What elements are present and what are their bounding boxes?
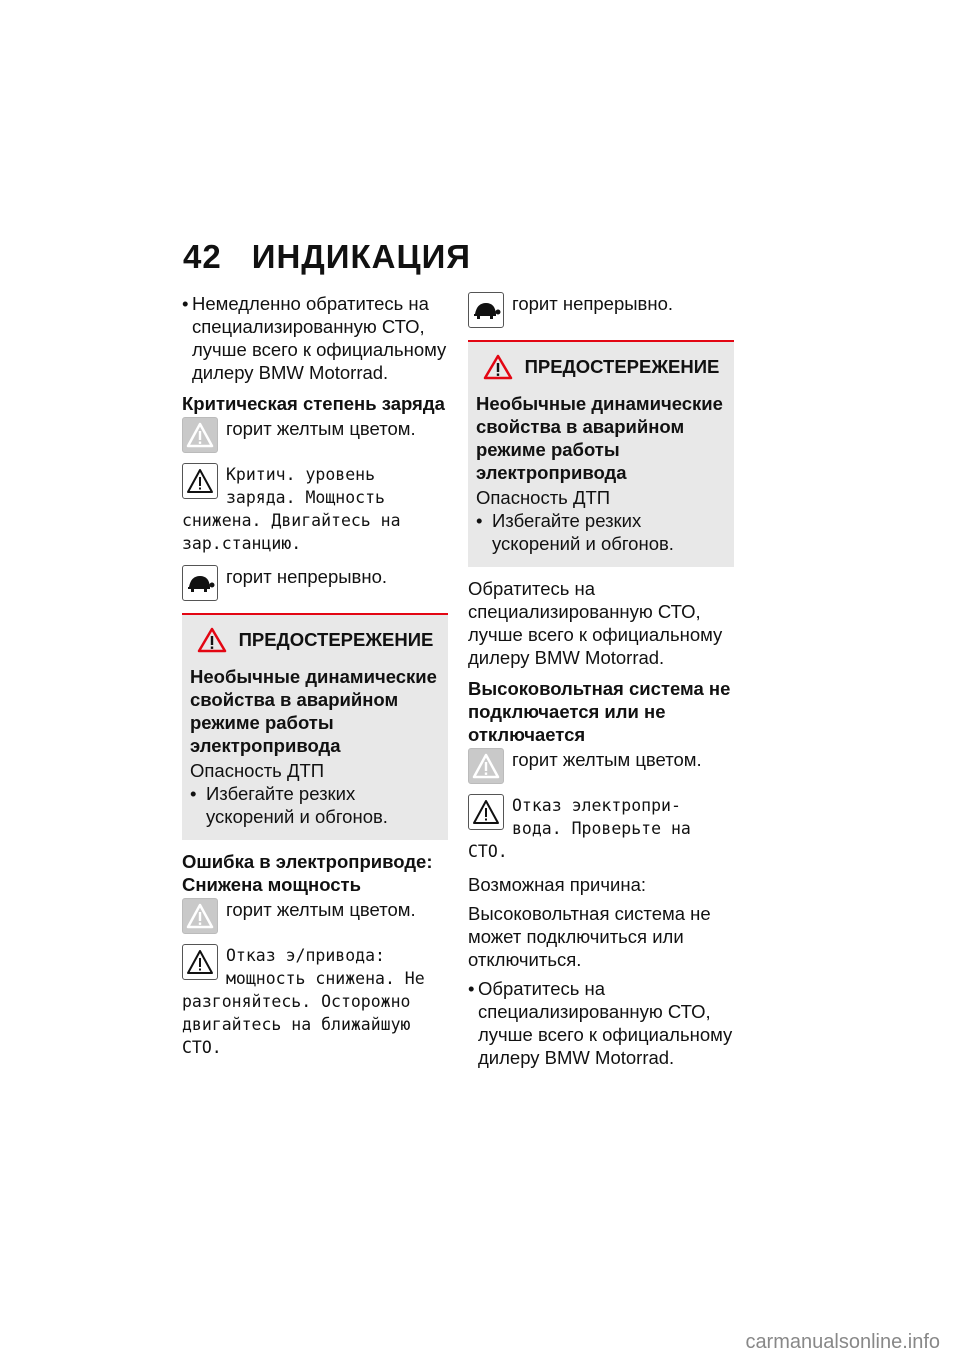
- cause-text: Высоковольтная система не может подключиться или отключиться.: [468, 903, 711, 970]
- turtle-icon: [468, 292, 504, 328]
- page-header: [183, 238, 471, 276]
- indicator-row: горит непрерывно.: [182, 565, 448, 601]
- watermark-link[interactable]: carmanualsonline.info: [745, 1331, 940, 1353]
- section-heading: Высоковольтная система не подключается или не отключается: [468, 678, 731, 745]
- warning-title: ПРЕДОСТЕРЕЖЕНИЕ: [190, 627, 440, 653]
- bullet-dot: •: [468, 978, 475, 999]
- display-message: Критич. уровень заряда. Мощность снижена. Двигайтесь на зар.станцию.: [182, 465, 401, 553]
- warning-triangle-icon: [182, 898, 218, 934]
- indicator-row: горит желтым цветом.: [182, 898, 448, 934]
- paragraph: Обратитесь на специализированную СТО, лучше всего к официальному дилеру BMW Motorrad.: [468, 578, 723, 668]
- warning-box: [182, 613, 448, 840]
- warning-triangle-icon: [197, 627, 227, 653]
- warning-triangle-icon: [182, 417, 218, 453]
- section-heading: Ошибка в электроприводе: Снижена мощность: [182, 851, 433, 895]
- warning-triangle-icon: [182, 944, 218, 980]
- display-message: Отказ э/привода: мощность снижена. Не разгоняйтесь. Осторожно двигайтесь на ближайшую СТО.: [182, 946, 425, 1057]
- indicator-row: горит непрерывно.: [468, 292, 734, 328]
- indicator-row: горит желтым цветом.: [182, 417, 448, 453]
- warning-heading: Необычные динамические свойства в аварийном режиме работы электропривода: [190, 666, 437, 756]
- list-item: • Избегайте резких ускорений и обгонов.: [190, 783, 388, 827]
- cause-label: Возможная причина:: [468, 874, 646, 895]
- section-heading: Критическая степень заряда: [182, 393, 445, 414]
- list-item: • Немедленно обратитесь на специализированную СТО, лучше всего к официальному дилеру BMW Motorrad.: [182, 293, 447, 383]
- warning-risk: Опасность ДТП: [476, 487, 611, 508]
- turtle-icon: [182, 565, 218, 601]
- warning-risk: Опасность ДТП: [190, 760, 325, 781]
- warning-triangle-icon: [182, 463, 218, 499]
- display-message: Отказ электропри- вода. Проверьте на СТО.: [468, 796, 691, 861]
- indicator-row: горит желтым цветом.: [468, 748, 734, 784]
- list-item: • Обратитесь на специализированную СТО, лучше всего к официальному дилеру BMW Motorrad.: [468, 978, 733, 1068]
- left-column: [182, 292, 448, 1069]
- list-item: • Избегайте резких ускорений и обгонов.: [476, 510, 674, 554]
- warning-triangle-icon: [468, 794, 504, 830]
- warning-triangle-icon: [468, 748, 504, 784]
- bullet-dot: •: [182, 293, 189, 314]
- page-title: ИНДИКАЦИЯ: [251, 238, 472, 275]
- warning-box: [468, 340, 734, 567]
- right-column: [468, 292, 734, 1075]
- warning-heading: Необычные динамические свойства в аварийном режиме работы электропривода: [476, 393, 723, 483]
- warning-triangle-icon: [483, 354, 513, 380]
- page-number: 42: [183, 238, 222, 275]
- warning-title: ПРЕДОСТЕРЕЖЕНИЕ: [476, 354, 726, 380]
